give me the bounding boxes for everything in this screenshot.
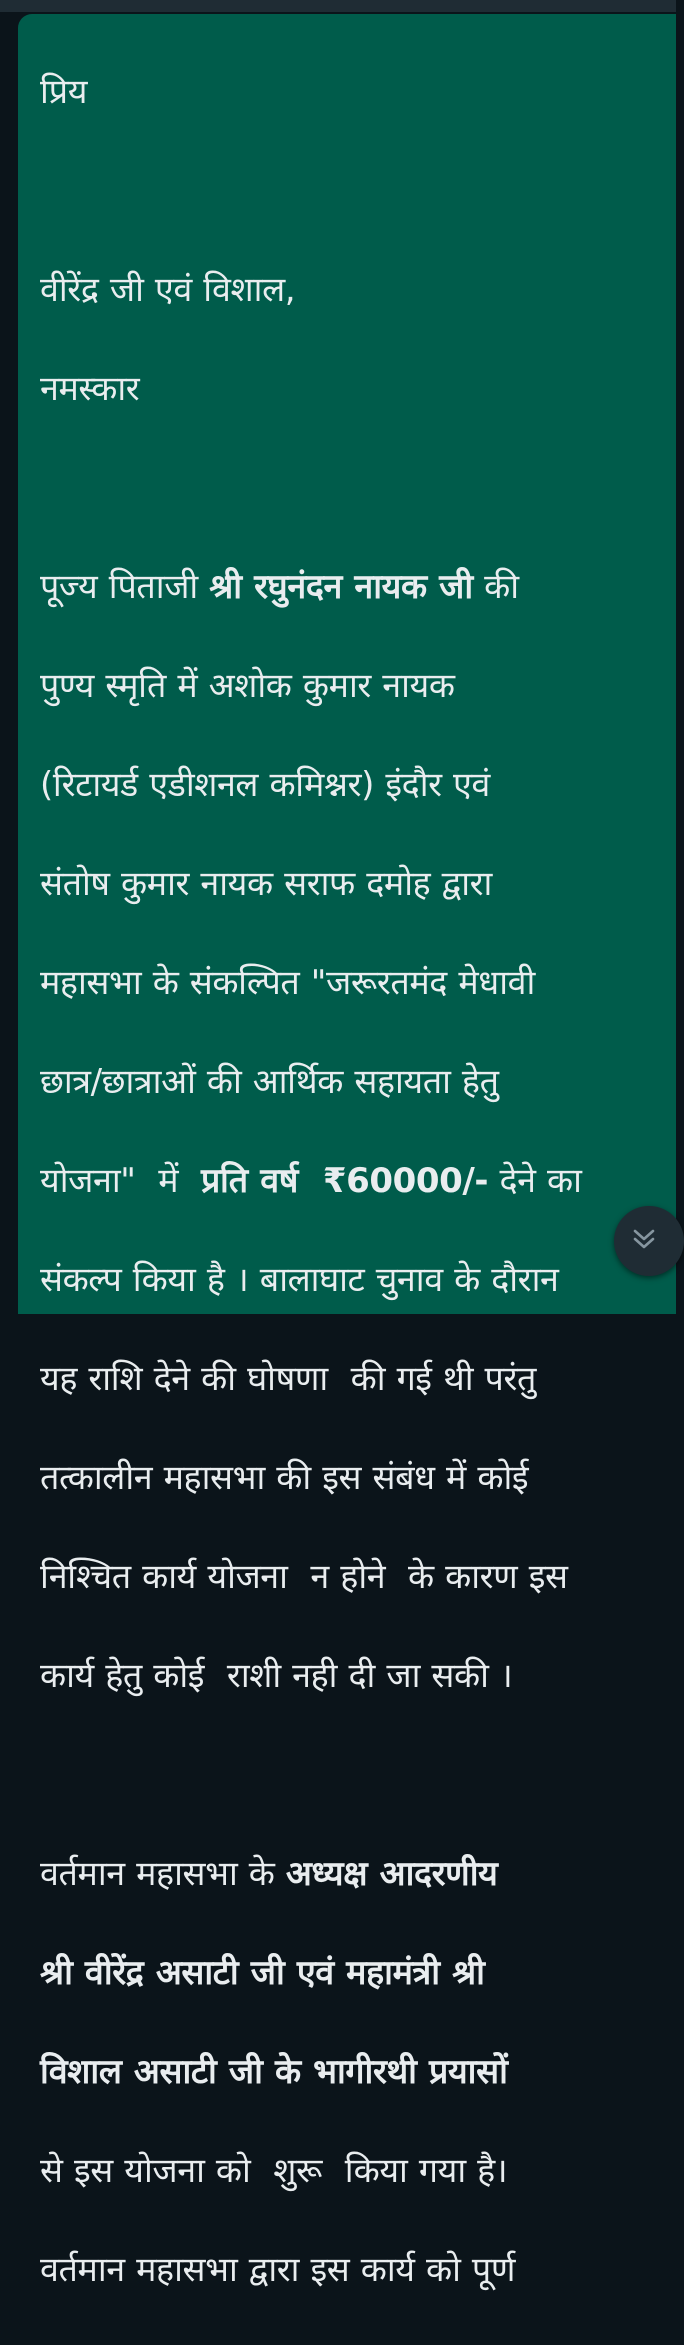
bold-title: अध्यक्ष आदरणीय bbox=[285, 1853, 498, 1894]
para2-line bbox=[40, 1949, 670, 1999]
addressee: वीरेंद्र जी एवं विशाल, bbox=[40, 269, 296, 310]
text-segment: की bbox=[472, 566, 519, 607]
top-edge bbox=[0, 0, 676, 12]
bold-amount: प्रति वर्ष ₹60000/- bbox=[201, 1160, 489, 1201]
text-segment: पूज्य पिताजी bbox=[40, 566, 210, 607]
para1-line: छात्र/छात्राओं की आर्थिक सहायता हेतु bbox=[40, 1061, 499, 1102]
para2-line: से इस योजना को शुरू किया गया है। bbox=[40, 2150, 508, 2191]
para1-line bbox=[40, 1157, 670, 1207]
message-bubble[interactable] bbox=[18, 14, 676, 2290]
text-segment: देने का bbox=[488, 1160, 582, 1201]
message-text bbox=[40, 18, 670, 2345]
para2-line bbox=[40, 2048, 670, 2098]
double-chevron-down-icon bbox=[641, 1226, 657, 1256]
para1-line bbox=[40, 563, 670, 613]
para2-line: वर्तमान महासभा द्वारा इस कार्य को पूर्ण bbox=[40, 2249, 516, 2290]
text-segment: योजना" में bbox=[40, 1160, 202, 1201]
blank-line bbox=[40, 464, 670, 514]
para1-line: महासभा के संकल्पित "जरूरतमंद मेधावी bbox=[40, 962, 535, 1003]
bold-names: विशाल असाटी जी के भागीरथी प्रयासों bbox=[40, 2051, 508, 2092]
salutation: प्रिय bbox=[40, 71, 88, 112]
blank-line bbox=[40, 1751, 670, 1801]
bold-name: श्री रघुनंदन नायक जी bbox=[209, 566, 473, 607]
para1-line: संतोष कुमार नायक सराफ दमोह द्वारा bbox=[40, 863, 492, 904]
para1-line: निश्चित कार्य योजना न होने के कारण इस bbox=[40, 1556, 568, 1597]
para1-line: (रिटायर्ड एडीशनल कमिश्नर) इंदौर एवं bbox=[40, 764, 490, 805]
para1-line: संकल्प किया है । बालाघाट चुनाव के दौरान bbox=[40, 1259, 559, 1300]
blank-line bbox=[40, 167, 670, 217]
para2-line bbox=[40, 1850, 670, 1900]
text-segment: वर्तमान महासभा के bbox=[40, 1853, 286, 1894]
para1-line: तत्कालीन महासभा की इस संबंध में कोई bbox=[40, 1457, 529, 1498]
bold-names: श्री वीरेंद्र असाटी जी एवं महामंत्री श्री bbox=[40, 1952, 485, 1993]
para1-line: कार्य हेतु कोई राशी नही दी जा सकी । bbox=[40, 1655, 513, 1696]
para1-line: यह राशि देने की घोषणा की गई थी परंतु bbox=[40, 1358, 536, 1399]
scroll-to-bottom-button[interactable] bbox=[614, 1206, 684, 1276]
greeting: नमस्कार bbox=[40, 368, 140, 409]
para1-line: पुण्य स्मृति में अशोक कुमार नायक bbox=[40, 665, 455, 706]
